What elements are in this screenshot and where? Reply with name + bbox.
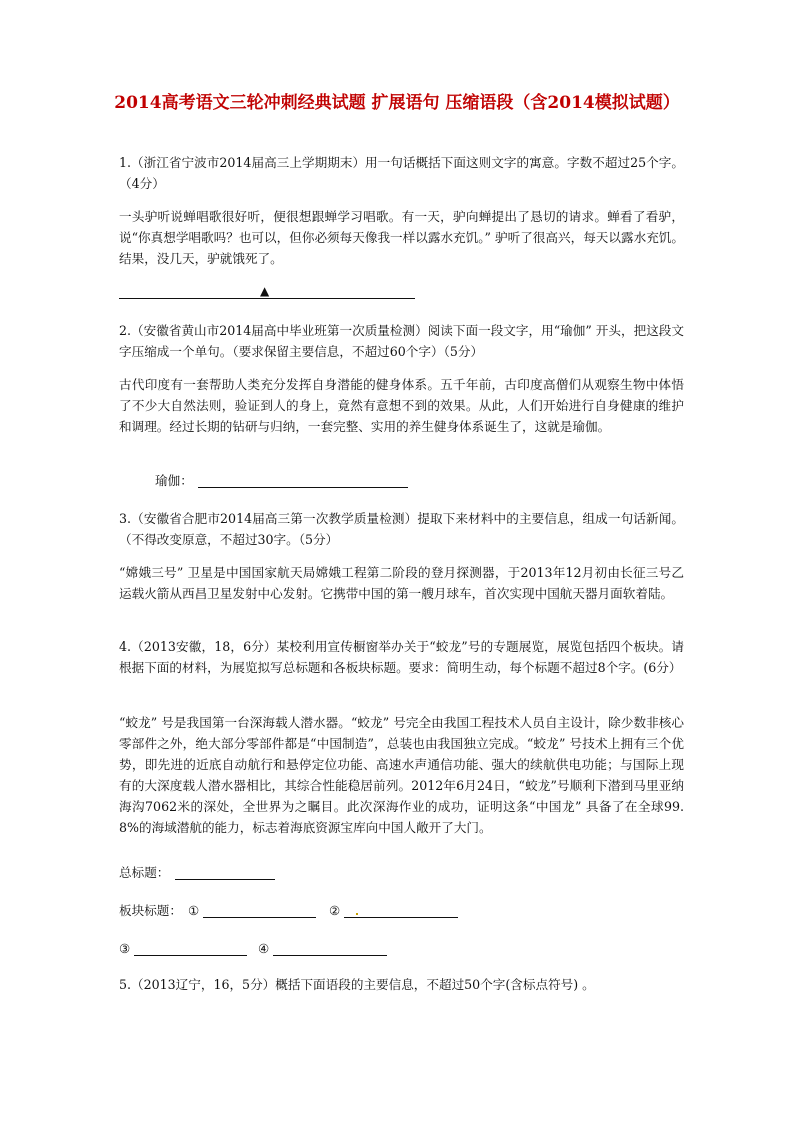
q3-passage: “嫦娥三号” 卫星是中国国家航天局嫦娥工程第二阶段的登月探测器，于2013年12月初由长征三号乙运载火箭从西昌卫星发射中心发射。它携带中国的第一艘月球车，首次实现中国航天器月面软着陆。 bbox=[119, 565, 684, 601]
q4-blank-2-marker: ② bbox=[329, 903, 341, 918]
q4-passage: “蛟龙” 号是我国第一台深海载人潜水器。“蛟龙” 号完全由我国工程技术人员自主设计，除少数非核心零部件之外，绝大部分零部件都是“中国制造”，总装也由我国独立完成。“蛟龙” 号技术上拥有三个优势，即先进的近底自动航行和悬停定位功能、高速水声通信功能、强大的续航供电功能；与国际上现有的大深度载人潜水器相比，其综合性能稳居前列。2012年6月24日，“蛟龙”号顺利下潜到马里亚纳海沟7062米的深处，全世界为之瞩目。此次深海作业的成功，证明这条“中国龙” 具备了在全球99.8%的海域潜航的能力，标志着海底资源宝库向中国人敞开了大门。 bbox=[119, 715, 684, 835]
q4-total-title-label: 总标题： bbox=[119, 865, 170, 880]
q4-blank-2-dot bbox=[356, 913, 358, 915]
q5-stem: 5.（2013辽宁，16，5分）概括下面语段的主要信息，不超过50个字(含标点符号) 。 bbox=[119, 977, 595, 992]
q4-blank-4-marker: ④ bbox=[258, 941, 270, 956]
document-title: 2014高考语文三轮冲刺经典试题 扩展语句 压缩语段（含2014模拟试题） bbox=[114, 93, 680, 113]
q1-passage: 一头驴听说蝉唱歌很好听，便很想跟蝉学习唱歌。有一天，驴向蝉提出了恳切的请求。蝉看了看驴，说“你真想学唱歌吗？也可以，但你必须每天像我一样以露水充饥。” 驴听了很高兴，每天以露水充饥。结果，没几天，驴就饿死了。 bbox=[119, 209, 684, 266]
q2-passage: 古代印度有一套帮助人类充分发挥自身潜能的健身体系。五千年前，古印度高僧们从观察生物中体悟了不少大自然法则，验证到人的身上，竟然有意想不到的效果。从此，人们开始进行自身健康的维护和调理。经过长期的钻研与归纳，一套完整、实用的养生健身体系诞生了，这就是瑜伽。 bbox=[119, 377, 684, 434]
q2-answer-label: 瑜伽： bbox=[155, 473, 193, 488]
q3-stem: 3.（安徽省合肥市2014届高三第一次教学质量检测）提取下来材料中的主要信息，组成一句话新闻。（不得改变原意，不超过30字。（5分） bbox=[119, 511, 684, 547]
q2-answer-line bbox=[198, 487, 408, 488]
q1-answer-line bbox=[119, 298, 415, 299]
q4-blank-3-line bbox=[134, 955, 247, 956]
q4-blank-1-marker: ① bbox=[188, 903, 200, 918]
q4-total-title-line bbox=[175, 879, 275, 880]
q4-stem: 4.（2013安徽，18，6分）某校利用宣传橱窗举办关于“蛟龙”号的专题展览，展览包括四个板块。请根据下面的材料，为展览拟写总标题和各板块标题。要求：简明生动，每个标题不超过8个字。(6分） bbox=[119, 639, 684, 675]
q4-blank-2-line bbox=[344, 917, 458, 918]
q4-blank-3-marker: ③ bbox=[119, 941, 131, 956]
q4-blank-4-line bbox=[273, 955, 387, 956]
q4-blank-1-line bbox=[203, 917, 316, 918]
q1-answer-marker: ▲ bbox=[260, 284, 270, 298]
q1-stem: 1.（浙江省宁波市2014届高三上学期期末）用一句话概括下面这则文字的寓意。字数不超过25个字。（4分） bbox=[119, 155, 684, 191]
q2-stem: 2.（安徽省黄山市2014届高中毕业班第一次质量检测）阅读下面一段文字，用“瑜伽” 开头，把这段文字压缩成一个单句。（要求保留主要信息，不超过60个字）（5分） bbox=[119, 323, 684, 359]
q4-section-title-label: 板块标题： bbox=[119, 903, 182, 918]
